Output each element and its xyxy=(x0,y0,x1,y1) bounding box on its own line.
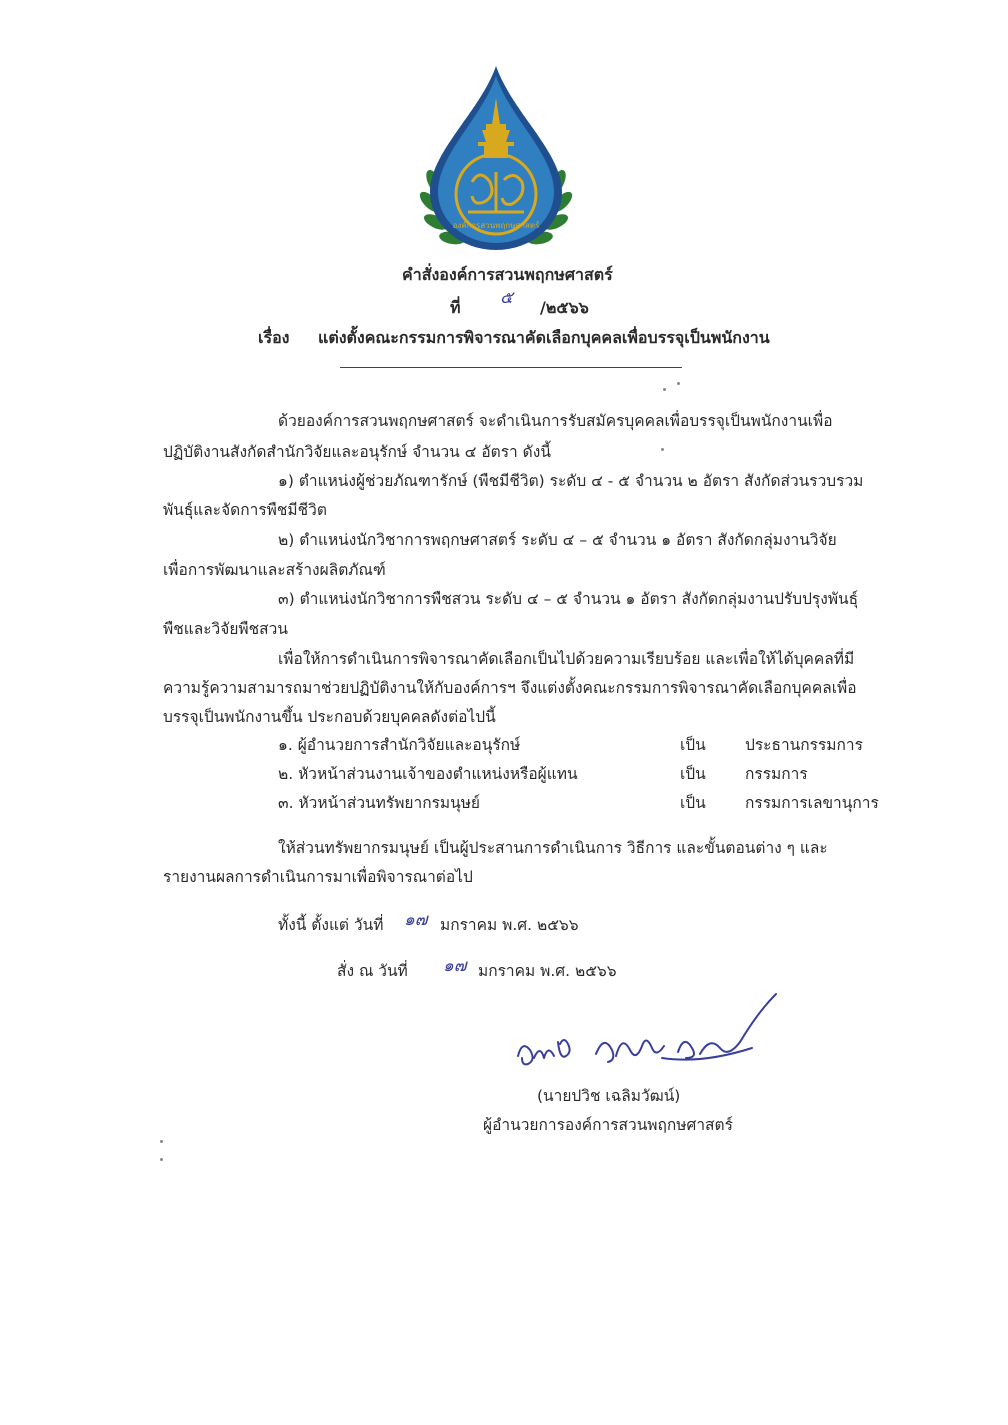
committee-as-1: เป็น xyxy=(680,736,706,754)
committee-role-2: กรรมการ xyxy=(745,765,808,783)
organization-seal-logo xyxy=(412,62,580,254)
intro-line-1: ด้วยองค์การสวนพฤกษศาสตร์ จะดำเนินการรับสมัครบุคคลเพื่อบรรจุเป็นพนักงานเพื่อ xyxy=(278,412,833,430)
committee-role-3: กรรมการเลขานุการ xyxy=(745,794,879,812)
scan-speck xyxy=(661,448,664,451)
scan-speck xyxy=(160,1140,163,1143)
document-title: คำสั่งองค์การสวนพฤกษศาสตร์ xyxy=(402,265,613,284)
signatory-position: ผู้อำนวยการองค์การสวนพฤกษศาสตร์ xyxy=(483,1116,733,1134)
order-year: /๒๕๖๖ xyxy=(540,298,589,317)
position-3-line-1: ๓) ตำแหน่งนักวิชาการพืชสวน ระดับ ๔ – ๕ จำนวน ๑ อัตรา สังกัดกลุ่มงานปรับปรุงพันธุ์ xyxy=(278,590,859,608)
committee-as-2: เป็น xyxy=(680,765,706,783)
seal-ring-text: องค์การสวนพฤกษศาสตร์ xyxy=(452,221,540,230)
position-1-line-1: ๑) ตำแหน่งผู้ช่วยภัณฑารักษ์ (พืชมีชีวิต) ระดับ ๔ - ๕ จำนวน ๒ อัตรา สังกัดส่วนรวบรวม xyxy=(278,472,864,490)
subject-text: แต่งตั้งคณะกรรมการพิจารณาคัดเลือกบุคคลเพื่อบรรจุเป็นพนักงาน xyxy=(318,328,770,347)
scan-speck xyxy=(160,1158,163,1161)
purpose-line-2: ความรู้ความสามารถมาช่วยปฏิบัติงานให้กับองค์การฯ จึงแต่งตั้งคณะกรรมการพิจารณาคัดเลือกบุคคลเพื่อ xyxy=(163,679,857,697)
effective-date-suffix: มกราคม พ.ศ. ๒๕๖๖ xyxy=(440,916,579,934)
assignment-line-2: รายงานผลการดำเนินการมาเพื่อพิจารณาต่อไป xyxy=(163,868,473,886)
intro-line-2: ปฏิบัติงานสังกัดสำนักวิจัยและอนุรักษ์ จำนวน ๔ อัตรา ดังนี้ xyxy=(163,443,551,461)
committee-member-1: ๑. ผู้อำนวยการสำนักวิจัยและอนุรักษ์ xyxy=(278,736,521,754)
committee-member-3: ๓. หัวหน้าส่วนทรัพยากรมนุษย์ xyxy=(278,794,481,812)
handwritten-signature xyxy=(512,990,782,1080)
effective-date-prefix: ทั้งนี้ ตั้งแต่ วันที่ xyxy=(278,916,384,934)
committee-member-2: ๒. หัวหน้าส่วนงานเจ้าของตำแหน่งหรือผู้แทน xyxy=(278,765,578,783)
purpose-line-1: เพื่อให้การดำเนินการพิจารณาคัดเลือกเป็นไปด้วยความเรียบร้อย และเพื่อให้ได้บุคคลที่มี xyxy=(278,650,855,668)
subject-label: เรื่อง xyxy=(258,328,290,347)
order-number-handwritten: ๕ xyxy=(500,288,513,308)
signatory-name: (นายปวิช เฉลิมวัฒน์) xyxy=(537,1087,681,1105)
effective-date-day: ๑๗ xyxy=(404,910,428,930)
header-divider xyxy=(340,367,682,368)
scan-speck xyxy=(677,382,680,385)
purpose-line-3: บรรจุเป็นพนักงานขึ้น ประกอบด้วยบุคคลดังต่อไปนี้ xyxy=(163,708,496,726)
position-2-line-2: เพื่อการพัฒนาและสร้างผลิตภัณฑ์ xyxy=(163,561,386,579)
position-2-line-1: ๒) ตำแหน่งนักวิชาการพฤกษศาสตร์ ระดับ ๔ – ๕ จำนวน ๑ อัตรา สังกัดกลุ่มงานวิจัย xyxy=(278,531,837,549)
committee-as-3: เป็น xyxy=(680,794,706,812)
order-number-label: ที่ xyxy=(450,298,461,317)
scan-speck xyxy=(663,388,666,391)
committee-role-1: ประธานกรรมการ xyxy=(745,736,863,754)
position-3-line-2: พืชและวิจัยพืชสวน xyxy=(163,620,288,638)
assignment-line-1: ให้ส่วนทรัพยากรมนุษย์ เป็นผู้ประสานการดำเนินการ วิธีการ และขั้นตอนต่าง ๆ และ xyxy=(278,839,828,857)
ordered-date-prefix: สั่ง ณ วันที่ xyxy=(337,962,408,980)
ordered-date-suffix: มกราคม พ.ศ. ๒๕๖๖ xyxy=(478,962,617,980)
position-1-line-2: พันธุ์และจัดการพืชมีชีวิต xyxy=(163,501,327,519)
ordered-date-day: ๑๗ xyxy=(443,956,467,976)
